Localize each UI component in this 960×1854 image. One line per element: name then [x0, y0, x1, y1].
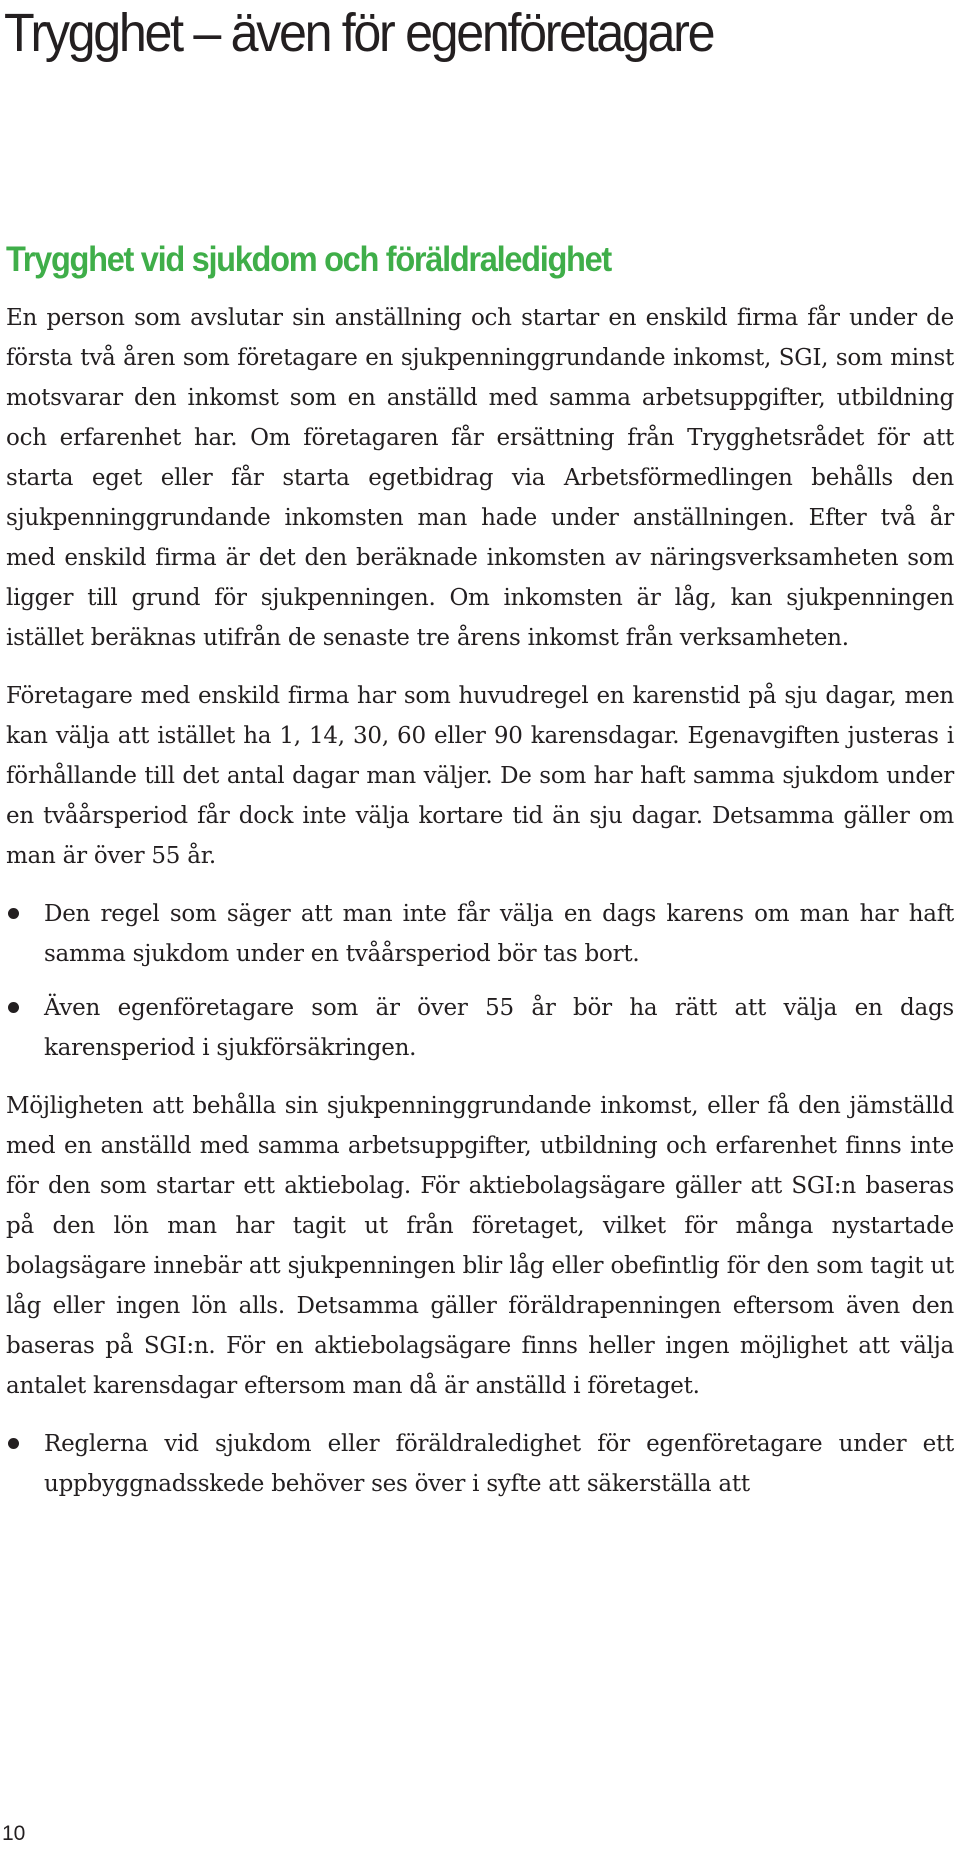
bullet-list-regler — [6, 1424, 954, 1504]
list-item-text: Reglerna vid sjukdom eller föräldraledighet för egenföretagare under ett uppbyggnadsskede behöver ses över i syfte att säkerställa att — [44, 1431, 954, 1497]
paragraph-karenstid: Företagare med enskild firma har som huvudregel en karenstid på sju dagar, men kan välja att istället ha 1, 14, 30, 60 eller 90 karensdagar. Egenavgiften justeras i förhållande till det antal dagar man väljer. De som har haft samma sjukdom under en tvåårsperiod får dock inte välja kortare tid än sju dagar. Detsamma gäller om man är över 55 år. — [6, 683, 954, 869]
bullet-icon — [8, 1002, 19, 1013]
page-number: 10 — [2, 1822, 26, 1845]
bullet-list-karens — [6, 894, 954, 1068]
list-item — [6, 1424, 954, 1504]
list-item — [6, 988, 954, 1068]
list-item-text: Även egenföretagare som är över 55 år bör ha rätt att välja en dags karensperiod i sjukförsäkringen. — [44, 995, 954, 1061]
page-content — [6, 240, 954, 1522]
bullet-icon — [8, 1438, 19, 1449]
page-title: Trygghet – även för egenföretagare — [4, 3, 714, 63]
paragraph-aktiebolag: Möjligheten att behålla sin sjukpenninggrundande inkomst, eller få den jämställd med en anställd med samma arbetsuppgifter, utbildning och erfarenhet finns inte för den som startar ett aktiebolag. För aktiebolagsägare gäller att SGI:n baseras på den lön man har tagit ut från företaget, vilket för många nystartade bolagsägare innebär att sjukpenningen blir låg eller obefintlig för den som tagit ut låg eller ingen lön alls. Detsamma gäller föräldrapenningen eftersom även den baseras på SGI:n. För en aktiebolagsägare finns heller ingen möjlighet att välja antalet karensdagar eftersom man då är anställd i företaget. — [6, 1093, 954, 1399]
list-item — [6, 894, 954, 974]
section-heading: Trygghet vid sjukdom och föräldraledighet — [6, 240, 611, 279]
paragraph-sgi-enskild-firma: En person som avslutar sin anställning och startar en enskild firma får under de första två åren som företagare en sjukpenninggrundande inkomst, SGI, som minst motsvarar den inkomst som en anställd med samma arbetsuppgifter, utbildning och erfarenhet har. Om företagaren får ersättning från Trygghetsrådet för att starta eget eller får starta egetbidrag via Arbetsförmedlingen behålls den sjukpenninggrundande inkomsten man hade under anställningen. Efter två år med enskild firma är det den beräknade inkomsten av näringsverksamheten som ligger till grund för sjukpenningen. Om inkomsten är låg, kan sjukpenningen istället beräknas utifrån de senaste tre årens inkomst från verksamheten. — [6, 305, 954, 651]
bullet-icon — [8, 908, 19, 919]
list-item-text: Den regel som säger att man inte får välja en dags karens om man har haft samma sjukdom under en tvåårsperiod bör tas bort. — [44, 901, 954, 967]
